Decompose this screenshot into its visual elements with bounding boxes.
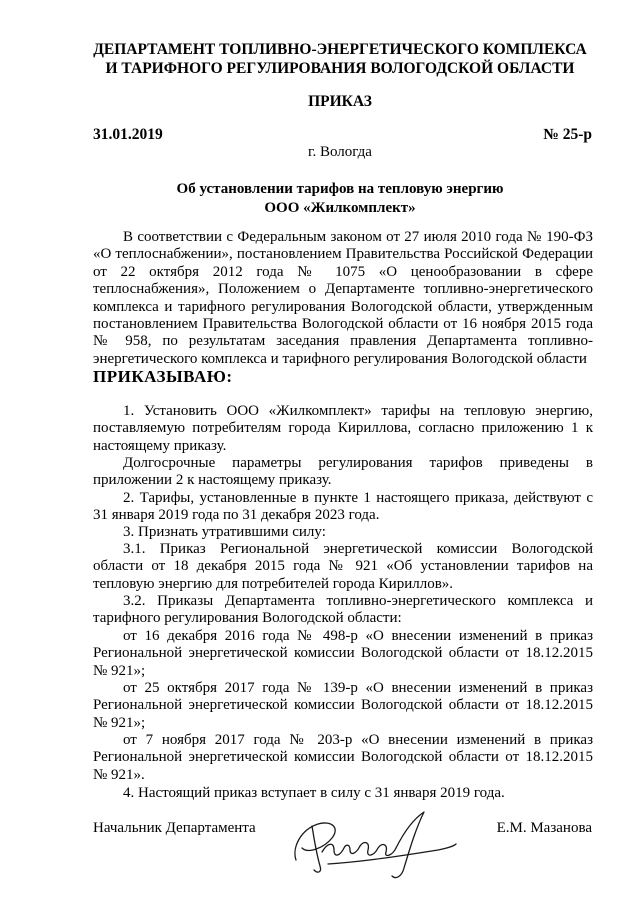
order-date: 31.01.2019 — [93, 126, 163, 143]
item-1-parameters: Долгосрочные параметры регулирования тарифов приведены в приложении 2 к настоящему приказу. — [93, 455, 593, 489]
order-subject-line-1: Об установлении тарифов на тепловую энергию — [176, 181, 504, 197]
item-3-1: 3.1. Приказ Региональной энергетической комиссии Вологодской области от 18 декабря 2015 года № 921 «Об установлении тарифов на тепловую энергию для потребителей города Кириллов». — [93, 541, 593, 592]
department-header-line-2: И ТАРИФНОГО РЕГУЛИРОВАНИЯ ВОЛОГОДСКОЙ ОБЛАСТИ — [105, 60, 575, 77]
handwritten-signature — [288, 808, 458, 883]
order-number: № 25-р — [543, 126, 592, 143]
item-1: 1. Установить ООО «Жилкомплект» тарифы на тепловую энергию, поставляемую потребителям города Кириллова, согласно приложению 1 к настоящему приказу. — [93, 403, 593, 454]
item-3-2: 3.2. Приказы Департамента топливно-энергетического комплекса и тарифного регулирования Вологодской области: — [93, 593, 593, 627]
signatory-name: Е.М. Мазанова — [496, 820, 592, 836]
document-type: ПРИКАЗ — [308, 93, 372, 110]
order-city: г. Вологда — [308, 144, 372, 160]
signatory-position: Начальник Департамента — [93, 820, 256, 836]
item-3: 3. Признать утратившими силу: — [123, 524, 326, 540]
preamble-paragraph: В соответствии с Федеральным законом от 27 июля 2010 года № 190-ФЗ «О теплоснабжении», постановлением Правительства Российской Федерации от 22 октября 2012 года № 1075 «О ценообразовании в сфере теплоснабжения», Положением о Департаменте топливно-энергетического комплекса и тарифного регулирования Вологодской области, утвержденным постановлением Правительства Вологодской области от 16 ноября 2015 года № 958, по результатам заседания правления Департамента топливно-энергетического комплекса и тарифного регулирования Вологодской области — [93, 229, 593, 367]
order-subject-line-2: ООО «Жилкомплект» — [264, 200, 416, 216]
item-3-2-b: от 25 октября 2017 года № 139-р «О внесении изменений в приказ Региональной энергетической комиссии Вологодской области от 18.12.2015 № 921»; — [93, 680, 593, 731]
department-header-line-1: ДЕПАРТАМЕНТ ТОПЛИВНО-ЭНЕРГЕТИЧЕСКОГО КОМПЛЕКСА — [93, 41, 587, 58]
item-2: 2. Тарифы, установленные в пункте 1 настоящего приказа, действуют с 31 января 2019 года по 31 декабря 2023 года. — [93, 490, 593, 524]
item-4: 4. Настоящий приказ вступает в силу с 31 января 2019 года. — [123, 785, 505, 801]
order-word: ПРИКАЗЫВАЮ: — [93, 367, 233, 386]
item-3-2-c: от 7 ноября 2017 года № 203-р «О внесении изменений в приказ Региональной энергетической комиссии Вологодской области от 18.12.2015 № 921». — [93, 732, 593, 783]
item-3-2-a: от 16 декабря 2016 года № 498-р «О внесении изменений в приказ Региональной энергетической комиссии Вологодской области от 18.12.2015 № 921»; — [93, 628, 593, 679]
